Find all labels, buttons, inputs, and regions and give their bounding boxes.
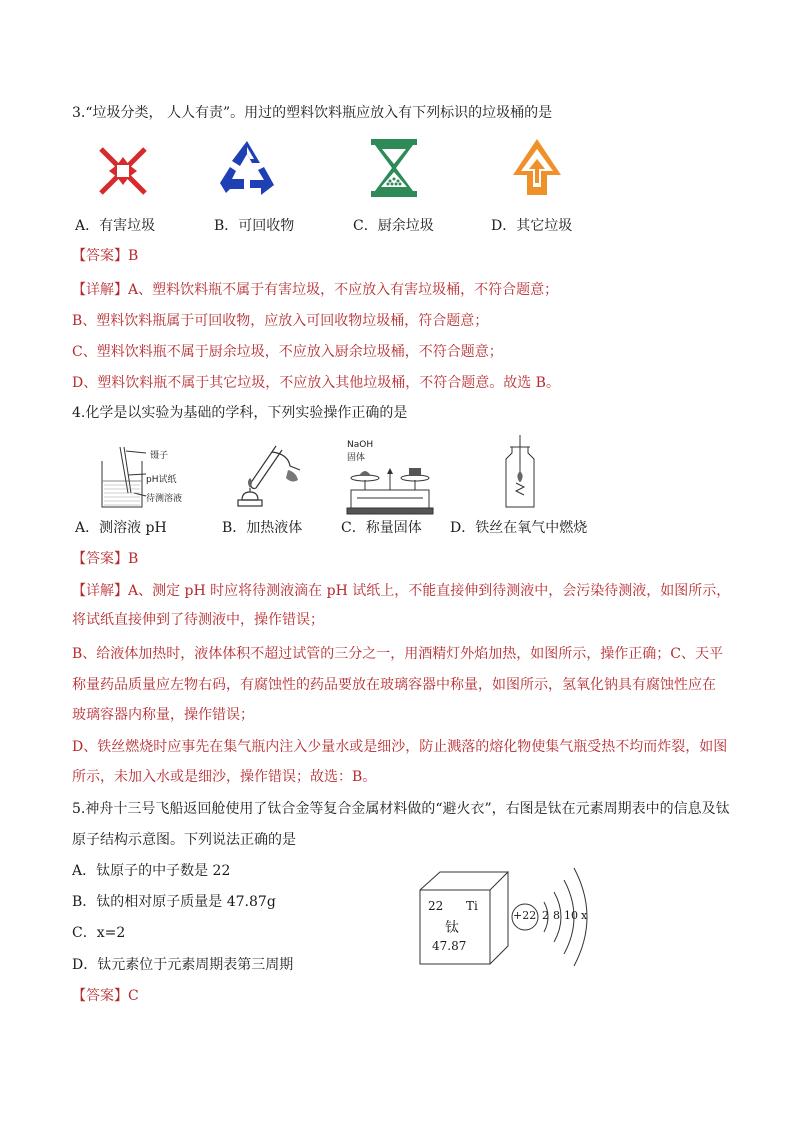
harmful-waste-icon bbox=[95, 143, 151, 203]
gas-jar-figure bbox=[500, 435, 540, 515]
question-5-option-a: A．钛原子的中子数是 22 bbox=[72, 863, 231, 879]
question-3-answer: 【答案】B bbox=[72, 248, 139, 264]
question-5-option-d: D．钛元素位于元素周期表第三周期 bbox=[72, 957, 294, 973]
question-5-stem: 5.神舟十三号飞船返回舱使用了钛合金等复合金属材料做的“避火衣”，右图是钛在元素周期表中的信息及钛 bbox=[72, 801, 730, 817]
naoh-label: NaOH 固体 bbox=[347, 440, 374, 463]
question-3-explain-line: D、塑料饮料瓶不属于其它垃圾，不应放入其他垃圾桶，不符合题意。故选 B。 bbox=[72, 375, 560, 391]
question-4-explain-line: 玻璃容器内称量，操作错误； bbox=[72, 707, 254, 723]
question-3-explain-line: C、塑料饮料瓶不属于厨余垃圾，不应放入厨余垃圾桶，不符合题意； bbox=[72, 344, 503, 360]
atomic-mass: 47.87 bbox=[432, 939, 467, 953]
shell-2-electrons: 8 bbox=[553, 909, 560, 922]
element-name: 钛 bbox=[445, 920, 459, 936]
question-5-stem: 原子结构示意图。下列说法正确的是 bbox=[72, 832, 296, 848]
shell-1-electrons: 2 bbox=[542, 909, 549, 922]
atomic-number: 22 bbox=[428, 899, 444, 913]
question-3-option-c: C．厨余垃圾 bbox=[353, 218, 434, 234]
question-4-explain-line: 【详解】A、测定 pH 时应将待测液滴在 pH 试纸上，不能直接伸到待测液中，会污染待测液，如图所示， bbox=[72, 583, 731, 599]
nucleus-charge: +22 bbox=[513, 909, 537, 922]
question-5-answer: 【答案】C bbox=[72, 988, 139, 1004]
question-4-explain-line: 所示，未加入水或是细沙，操作错误；故选：B。 bbox=[72, 769, 377, 785]
tweezers-label: 镊子 bbox=[150, 451, 169, 461]
question-4-answer: 【答案】B bbox=[72, 551, 139, 567]
question-4-explain-line: D、铁丝燃烧时应事先在集气瓶内注入少量水或是细沙，防止溅落的熔化物使集气瓶受热不均而炸裂，如图 bbox=[72, 739, 728, 755]
shell-4-electrons: x bbox=[581, 909, 588, 922]
question-3-option-b: B．可回收物 bbox=[214, 218, 295, 234]
question-4-option-a: A．测溶液 pH bbox=[75, 520, 167, 536]
question-3-explain-line: 【详解】A、塑料饮料瓶不属于有害垃圾，不应放入有害垃圾桶，不符合题意； bbox=[72, 282, 559, 298]
shell-3-electrons: 10 bbox=[564, 909, 578, 922]
question-4-option-d: D．铁丝在氧气中燃烧 bbox=[450, 520, 588, 536]
question-4-explain-line: B、给液体加热时，液体体积不超过试管的三分之一，用酒精灯外焰加热，如图所示，操作正确；C、天平 bbox=[72, 646, 723, 662]
question-4-explain-line: 将试纸直接伸到了待测液中，操作错误； bbox=[72, 612, 324, 628]
ph-test-figure bbox=[98, 443, 198, 517]
question-4-stem: 4.化学是以实验为基础的学科，下列实验操作正确的是 bbox=[72, 405, 408, 421]
recycle-icon bbox=[216, 137, 278, 203]
question-4-explain-line: 称量药品质量应左物右码，有腐蚀性的药品要放在玻璃容器中称量，如图所示，氢氧化钠具有腐蚀性应在 bbox=[72, 677, 716, 693]
question-3-option-a: A．有害垃圾 bbox=[75, 218, 156, 234]
heating-liquid-figure bbox=[228, 440, 308, 514]
kitchen-waste-icon bbox=[369, 137, 419, 203]
periodic-table-cell bbox=[418, 870, 510, 966]
atom-structure-diagram bbox=[510, 860, 620, 975]
ph-paper-label: pH试纸 bbox=[146, 475, 177, 485]
question-5-option-b: B．钛的相对原子质量是 47.87g bbox=[72, 894, 276, 910]
question-5-option-c: C．x=2 bbox=[72, 925, 126, 941]
question-3-explain-line: B、塑料饮料瓶属于可回收物，应放入可回收物垃圾桶，符合题意； bbox=[72, 313, 489, 329]
test-liquid-label: 待测溶液 bbox=[146, 494, 183, 504]
question-3-option-d: D．其它垃圾 bbox=[491, 218, 573, 234]
question-3-stem: 3.“垃圾分类， 人人有责”。用过的塑料饮料瓶应放入有下列标识的垃圾桶的是 bbox=[72, 105, 553, 121]
question-4-option-b: B．加热液体 bbox=[222, 520, 303, 536]
other-waste-icon bbox=[511, 137, 563, 201]
element-symbol: Ti bbox=[466, 899, 478, 913]
question-4-option-c: C．称量固体 bbox=[341, 520, 422, 536]
